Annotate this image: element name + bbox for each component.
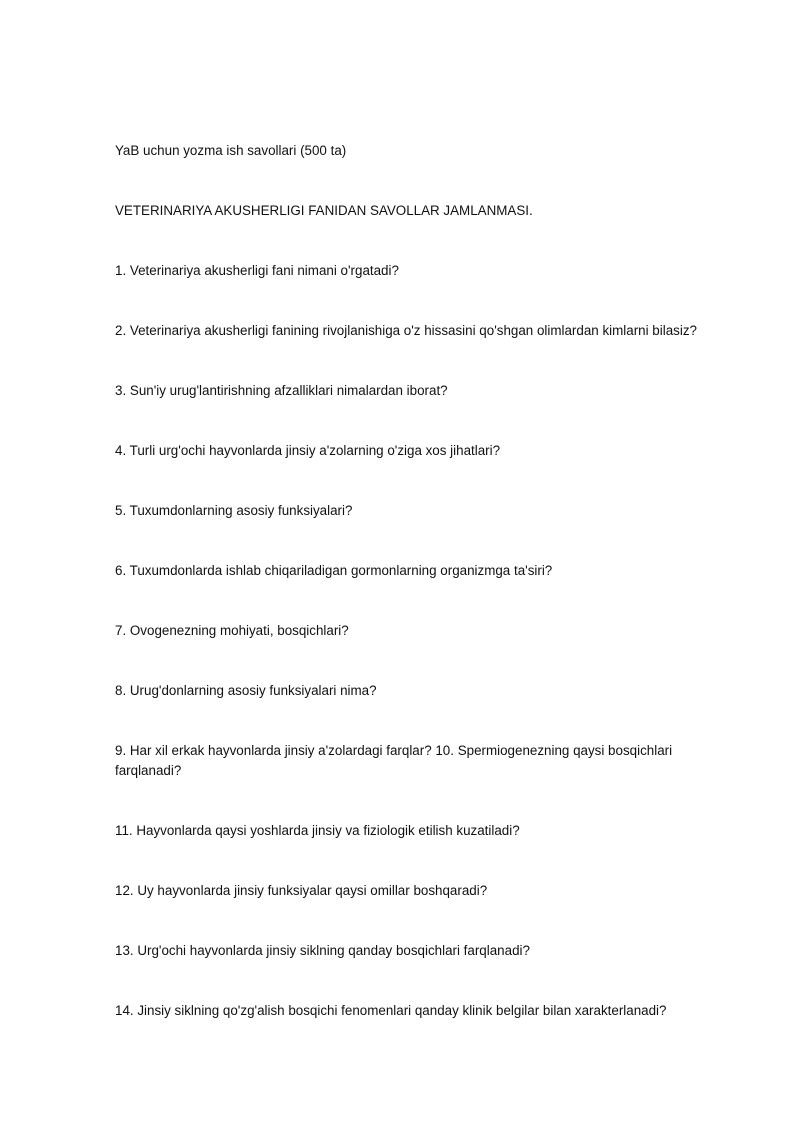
document-heading: VETERINARIYA AKUSHERLIGI FANIDAN SAVOLLAR JAMLANMASI. (115, 203, 533, 218)
question-item: 8. Urug'donlarning asosiy funksiyalari nima? (115, 683, 377, 698)
question-item: 3. Sun'iy urug'lantirishning afzalliklari nimalardan iborat? (115, 383, 448, 398)
question-item: 6. Tuxumdonlarda ishlab chiqariladigan gormonlarning organizmga ta'siri? (115, 563, 553, 578)
question-item: 14. Jinsiy siklning qo'zg'alish bosqichi fenomenlari qanday klinik belgilar bilan xarakterlanadi? (115, 1003, 667, 1018)
document-title: YaB uchun yozma ish savollari (500 ta) (115, 143, 347, 158)
question-item: 4. Turli urg'ochi hayvonlarda jinsiy a'zolarning o'ziga xos jihatlari? (115, 443, 501, 458)
question-item: 5. Tuxumdonlarning asosiy funksiyalari? (115, 503, 353, 518)
question-item: 13. Urg'ochi hayvonlarda jinsiy siklning qanday bosqichlari farqlanadi? (115, 943, 530, 958)
question-item: 1. Veterinariya akusherligi fani nimani o'rgatadi? (115, 263, 399, 278)
question-item: 9. Har xil erkak hayvonlarda jinsiy a'zolardagi farqlar? 10. Spermiogenezning qaysi bosqichlari farqlanadi? (115, 743, 673, 778)
question-item: 11. Hayvonlarda qaysi yoshlarda jinsiy va fiziologik etilish kuzatiladi? (115, 823, 520, 838)
question-item: 12. Uy hayvonlarda jinsiy funksiyalar qaysi omillar boshqaradi? (115, 883, 488, 898)
question-item: 7. Ovogenezning mohiyati, bosqichlari? (115, 623, 349, 638)
question-item: 2. Veterinariya akusherligi fanining rivojlanishiga o'z hissasini qo'shgan olimlardan kimlarni bilasiz? (115, 323, 697, 338)
